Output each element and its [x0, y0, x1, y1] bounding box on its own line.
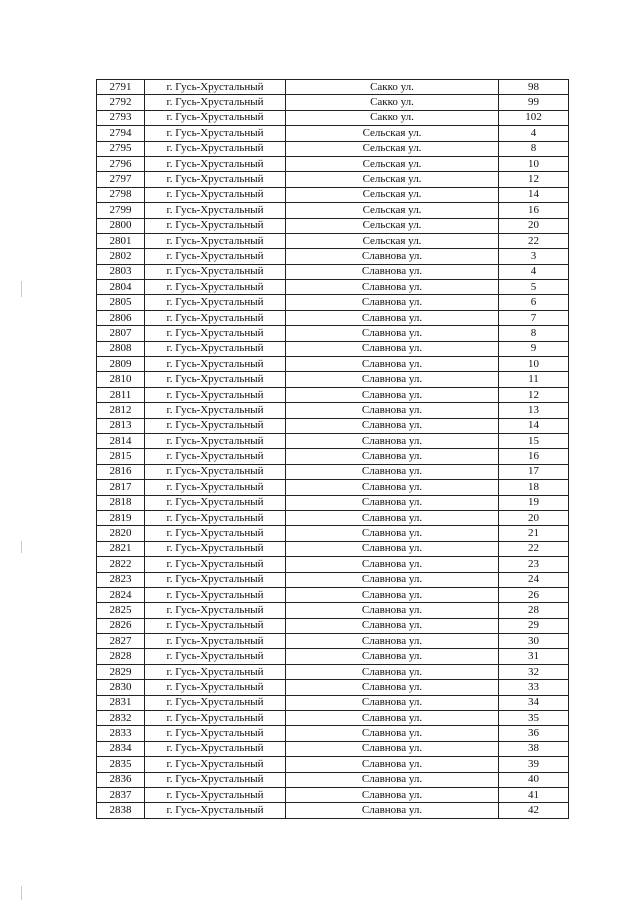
scan-margin-mark [21, 886, 22, 900]
table-row [97, 433, 569, 448]
house-number-cell: 10 [499, 357, 569, 372]
row-number-cell: 2796 [97, 156, 145, 171]
row-number-cell: 2800 [97, 218, 145, 233]
street-cell: Славнова ул. [286, 572, 499, 587]
city-cell: г. Гусь-Хрустальный [145, 141, 286, 156]
street-cell: Славнова ул. [286, 711, 499, 726]
row-number-cell: 2826 [97, 618, 145, 633]
table-row [97, 310, 569, 325]
row-number-cell: 2820 [97, 526, 145, 541]
house-number-cell: 32 [499, 664, 569, 679]
city-cell: г. Гусь-Хрустальный [145, 341, 286, 356]
house-number-cell: 35 [499, 711, 569, 726]
row-number-cell: 2809 [97, 357, 145, 372]
house-number-cell: 14 [499, 187, 569, 202]
house-number-cell: 26 [499, 587, 569, 602]
house-number-cell: 12 [499, 387, 569, 402]
row-number-cell: 2792 [97, 95, 145, 110]
house-number-cell: 22 [499, 541, 569, 556]
table-row [97, 464, 569, 479]
row-number-cell: 2823 [97, 572, 145, 587]
street-cell: Славнова ул. [286, 787, 499, 802]
street-cell: Славнова ул. [286, 726, 499, 741]
house-number-cell: 34 [499, 695, 569, 710]
table-row [97, 649, 569, 664]
house-number-cell: 102 [499, 110, 569, 125]
table-row [97, 449, 569, 464]
city-cell: г. Гусь-Хрустальный [145, 295, 286, 310]
table-row [97, 249, 569, 264]
table-row [97, 172, 569, 187]
street-cell: Сельская ул. [286, 218, 499, 233]
house-number-cell: 8 [499, 141, 569, 156]
house-number-cell: 10 [499, 156, 569, 171]
row-number-cell: 2832 [97, 711, 145, 726]
city-cell: г. Гусь-Хрустальный [145, 418, 286, 433]
table-row [97, 726, 569, 741]
city-cell: г. Гусь-Хрустальный [145, 326, 286, 341]
street-cell: Славнова ул. [286, 372, 499, 387]
row-number-cell: 2833 [97, 726, 145, 741]
row-number-cell: 2835 [97, 757, 145, 772]
street-cell: Славнова ул. [286, 295, 499, 310]
row-number-cell: 2808 [97, 341, 145, 356]
row-number-cell: 2814 [97, 433, 145, 448]
street-cell: Славнова ул. [286, 387, 499, 402]
row-number-cell: 2824 [97, 587, 145, 602]
table-row [97, 634, 569, 649]
row-number-cell: 2817 [97, 480, 145, 495]
street-cell: Сельская ул. [286, 141, 499, 156]
row-number-cell: 2821 [97, 541, 145, 556]
row-number-cell: 2798 [97, 187, 145, 202]
table-row [97, 372, 569, 387]
house-number-cell: 42 [499, 803, 569, 818]
city-cell: г. Гусь-Хрустальный [145, 726, 286, 741]
table-row [97, 387, 569, 402]
street-cell: Сельская ул. [286, 126, 499, 141]
city-cell: г. Гусь-Хрустальный [145, 649, 286, 664]
city-cell: г. Гусь-Хрустальный [145, 433, 286, 448]
city-cell: г. Гусь-Хрустальный [145, 803, 286, 818]
city-cell: г. Гусь-Хрустальный [145, 464, 286, 479]
row-number-cell: 2811 [97, 387, 145, 402]
row-number-cell: 2806 [97, 310, 145, 325]
city-cell: г. Гусь-Хрустальный [145, 557, 286, 572]
row-number-cell: 2825 [97, 603, 145, 618]
table-row [97, 603, 569, 618]
city-cell: г. Гусь-Хрустальный [145, 249, 286, 264]
house-number-cell: 24 [499, 572, 569, 587]
row-number-cell: 2813 [97, 418, 145, 433]
table-row [97, 480, 569, 495]
house-number-cell: 39 [499, 757, 569, 772]
table-row [97, 757, 569, 772]
house-number-cell: 14 [499, 418, 569, 433]
house-number-cell: 4 [499, 126, 569, 141]
row-number-cell: 2831 [97, 695, 145, 710]
house-number-cell: 41 [499, 787, 569, 802]
city-cell: г. Гусь-Хрустальный [145, 510, 286, 525]
row-number-cell: 2801 [97, 233, 145, 248]
house-number-cell: 16 [499, 203, 569, 218]
city-cell: г. Гусь-Хрустальный [145, 357, 286, 372]
street-cell: Славнова ул. [286, 664, 499, 679]
street-cell: Славнова ул. [286, 618, 499, 633]
street-cell: Славнова ул. [286, 803, 499, 818]
row-number-cell: 2812 [97, 403, 145, 418]
house-number-cell: 18 [499, 480, 569, 495]
row-number-cell: 2815 [97, 449, 145, 464]
house-number-cell: 7 [499, 310, 569, 325]
house-number-cell: 40 [499, 772, 569, 787]
table-row [97, 664, 569, 679]
house-number-cell: 3 [499, 249, 569, 264]
row-number-cell: 2804 [97, 280, 145, 295]
house-number-cell: 4 [499, 264, 569, 279]
house-number-cell: 29 [499, 618, 569, 633]
street-cell: Сельская ул. [286, 233, 499, 248]
table-row [97, 126, 569, 141]
row-number-cell: 2838 [97, 803, 145, 818]
row-number-cell: 2803 [97, 264, 145, 279]
house-number-cell: 21 [499, 526, 569, 541]
table-row [97, 741, 569, 756]
row-number-cell: 2791 [97, 80, 145, 95]
house-number-cell: 20 [499, 510, 569, 525]
row-number-cell: 2793 [97, 110, 145, 125]
house-number-cell: 12 [499, 172, 569, 187]
table-row [97, 695, 569, 710]
street-cell: Славнова ул. [286, 433, 499, 448]
house-number-cell: 13 [499, 403, 569, 418]
street-cell: Славнова ул. [286, 264, 499, 279]
city-cell: г. Гусь-Хрустальный [145, 280, 286, 295]
street-cell: Славнова ул. [286, 341, 499, 356]
city-cell: г. Гусь-Хрустальный [145, 741, 286, 756]
house-number-cell: 5 [499, 280, 569, 295]
table-row [97, 711, 569, 726]
row-number-cell: 2836 [97, 772, 145, 787]
street-cell: Сакко ул. [286, 95, 499, 110]
table-row [97, 295, 569, 310]
city-cell: г. Гусь-Хрустальный [145, 680, 286, 695]
table-row [97, 187, 569, 202]
city-cell: г. Гусь-Хрустальный [145, 587, 286, 602]
row-number-cell: 2822 [97, 557, 145, 572]
row-number-cell: 2816 [97, 464, 145, 479]
street-cell: Сакко ул. [286, 80, 499, 95]
street-cell: Славнова ул. [286, 449, 499, 464]
table-row [97, 510, 569, 525]
street-cell: Славнова ул. [286, 541, 499, 556]
street-cell: Славнова ул. [286, 741, 499, 756]
house-number-cell: 15 [499, 433, 569, 448]
street-cell: Славнова ул. [286, 649, 499, 664]
street-cell: Славнова ул. [286, 357, 499, 372]
house-number-cell: 36 [499, 726, 569, 741]
city-cell: г. Гусь-Хрустальный [145, 203, 286, 218]
scan-margin-mark [21, 541, 22, 553]
street-cell: Славнова ул. [286, 587, 499, 602]
city-cell: г. Гусь-Хрустальный [145, 757, 286, 772]
street-cell: Сельская ул. [286, 203, 499, 218]
city-cell: г. Гусь-Хрустальный [145, 711, 286, 726]
city-cell: г. Гусь-Хрустальный [145, 172, 286, 187]
city-cell: г. Гусь-Хрустальный [145, 310, 286, 325]
house-number-cell: 9 [499, 341, 569, 356]
street-cell: Славнова ул. [286, 757, 499, 772]
table-row [97, 203, 569, 218]
row-number-cell: 2837 [97, 787, 145, 802]
table-row [97, 233, 569, 248]
table-row [97, 803, 569, 818]
street-cell: Славнова ул. [286, 526, 499, 541]
city-cell: г. Гусь-Хрустальный [145, 449, 286, 464]
house-number-cell: 38 [499, 741, 569, 756]
street-cell: Сакко ул. [286, 110, 499, 125]
house-number-cell: 33 [499, 680, 569, 695]
city-cell: г. Гусь-Хрустальный [145, 541, 286, 556]
table-row [97, 326, 569, 341]
house-number-cell: 17 [499, 464, 569, 479]
table-row [97, 772, 569, 787]
table-row [97, 156, 569, 171]
house-number-cell: 11 [499, 372, 569, 387]
table-row [97, 587, 569, 602]
city-cell: г. Гусь-Хрустальный [145, 787, 286, 802]
house-number-cell: 31 [499, 649, 569, 664]
city-cell: г. Гусь-Хрустальный [145, 495, 286, 510]
row-number-cell: 2802 [97, 249, 145, 264]
city-cell: г. Гусь-Хрустальный [145, 664, 286, 679]
street-cell: Славнова ул. [286, 464, 499, 479]
row-number-cell: 2827 [97, 634, 145, 649]
house-number-cell: 6 [499, 295, 569, 310]
street-cell: Славнова ул. [286, 310, 499, 325]
table-row [97, 541, 569, 556]
address-table [96, 79, 569, 819]
street-cell: Славнова ул. [286, 772, 499, 787]
row-number-cell: 2807 [97, 326, 145, 341]
street-cell: Славнова ул. [286, 280, 499, 295]
street-cell: Сельская ул. [286, 172, 499, 187]
street-cell: Славнова ул. [286, 634, 499, 649]
house-number-cell: 99 [499, 95, 569, 110]
table-row [97, 557, 569, 572]
row-number-cell: 2805 [97, 295, 145, 310]
street-cell: Сельская ул. [286, 187, 499, 202]
street-cell: Славнова ул. [286, 418, 499, 433]
row-number-cell: 2799 [97, 203, 145, 218]
row-number-cell: 2795 [97, 141, 145, 156]
street-cell: Славнова ул. [286, 480, 499, 495]
city-cell: г. Гусь-Хрустальный [145, 110, 286, 125]
city-cell: г. Гусь-Хрустальный [145, 372, 286, 387]
house-number-cell: 23 [499, 557, 569, 572]
city-cell: г. Гусь-Хрустальный [145, 387, 286, 402]
table-row [97, 264, 569, 279]
city-cell: г. Гусь-Хрустальный [145, 264, 286, 279]
house-number-cell: 98 [499, 80, 569, 95]
city-cell: г. Гусь-Хрустальный [145, 156, 286, 171]
table-row [97, 141, 569, 156]
table-row [97, 403, 569, 418]
street-cell: Славнова ул. [286, 403, 499, 418]
house-number-cell: 16 [499, 449, 569, 464]
table-row [97, 618, 569, 633]
city-cell: г. Гусь-Хрустальный [145, 233, 286, 248]
city-cell: г. Гусь-Хрустальный [145, 126, 286, 141]
city-cell: г. Гусь-Хрустальный [145, 526, 286, 541]
street-cell: Славнова ул. [286, 495, 499, 510]
city-cell: г. Гусь-Хрустальный [145, 80, 286, 95]
house-number-cell: 30 [499, 634, 569, 649]
city-cell: г. Гусь-Хрустальный [145, 480, 286, 495]
street-cell: Славнова ул. [286, 603, 499, 618]
house-number-cell: 28 [499, 603, 569, 618]
table-row [97, 572, 569, 587]
city-cell: г. Гусь-Хрустальный [145, 618, 286, 633]
street-cell: Славнова ул. [286, 557, 499, 572]
city-cell: г. Гусь-Хрустальный [145, 572, 286, 587]
row-number-cell: 2810 [97, 372, 145, 387]
city-cell: г. Гусь-Хрустальный [145, 772, 286, 787]
row-number-cell: 2818 [97, 495, 145, 510]
house-number-cell: 8 [499, 326, 569, 341]
row-number-cell: 2797 [97, 172, 145, 187]
table-row [97, 80, 569, 95]
table-row [97, 280, 569, 295]
table-row [97, 218, 569, 233]
street-cell: Славнова ул. [286, 249, 499, 264]
city-cell: г. Гусь-Хрустальный [145, 95, 286, 110]
table-row [97, 526, 569, 541]
row-number-cell: 2828 [97, 649, 145, 664]
city-cell: г. Гусь-Хрустальный [145, 695, 286, 710]
table-row [97, 357, 569, 372]
street-cell: Славнова ул. [286, 680, 499, 695]
house-number-cell: 20 [499, 218, 569, 233]
house-number-cell: 19 [499, 495, 569, 510]
table-row [97, 110, 569, 125]
table-row [97, 418, 569, 433]
street-cell: Славнова ул. [286, 326, 499, 341]
table-row [97, 787, 569, 802]
table-row [97, 95, 569, 110]
address-table-body [97, 80, 569, 819]
city-cell: г. Гусь-Хрустальный [145, 187, 286, 202]
city-cell: г. Гусь-Хрустальный [145, 403, 286, 418]
row-number-cell: 2794 [97, 126, 145, 141]
row-number-cell: 2830 [97, 680, 145, 695]
city-cell: г. Гусь-Хрустальный [145, 634, 286, 649]
table-row [97, 495, 569, 510]
street-cell: Сельская ул. [286, 156, 499, 171]
house-number-cell: 22 [499, 233, 569, 248]
city-cell: г. Гусь-Хрустальный [145, 218, 286, 233]
row-number-cell: 2819 [97, 510, 145, 525]
table-row [97, 680, 569, 695]
street-cell: Славнова ул. [286, 695, 499, 710]
row-number-cell: 2834 [97, 741, 145, 756]
city-cell: г. Гусь-Хрустальный [145, 603, 286, 618]
table-row [97, 341, 569, 356]
scan-margin-mark [21, 281, 22, 297]
street-cell: Славнова ул. [286, 510, 499, 525]
row-number-cell: 2829 [97, 664, 145, 679]
